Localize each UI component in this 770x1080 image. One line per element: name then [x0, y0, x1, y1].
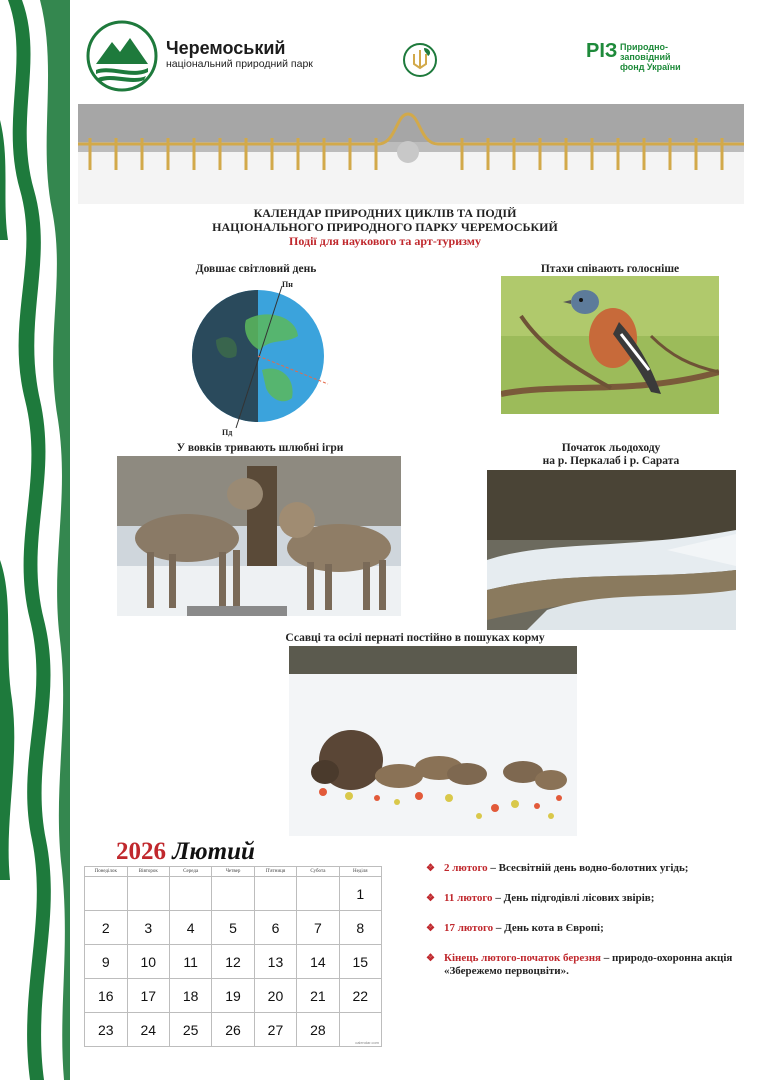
- day-cell: 16: [85, 979, 128, 1013]
- caption-ice-line-1: Початок льодоходу: [561, 442, 661, 454]
- weekday-header: Вівторок: [127, 867, 169, 877]
- day-cell: 3: [127, 911, 169, 945]
- day-cell: 1: [339, 877, 381, 911]
- day-cell: 9: [85, 945, 128, 979]
- globe-north-label: Пн: [282, 280, 293, 289]
- event-item: [424, 952, 754, 978]
- event-date: 17 лютого: [444, 922, 494, 934]
- weekday-header: П'ятниця: [254, 867, 296, 877]
- wolves-photo: [117, 456, 401, 616]
- pzf-logo-text: [620, 42, 681, 72]
- event-text: – Всесвітній день водно-болотних угідь;: [487, 862, 689, 874]
- river-ice-photo: [487, 470, 736, 630]
- day-cell: 10: [127, 945, 169, 979]
- chaffinch-photo: [501, 276, 719, 414]
- title-subtitle: Події для наукового та арт-туризму: [289, 234, 481, 248]
- day-cell: 7: [297, 911, 339, 945]
- decorative-wave-border: [0, 0, 70, 1080]
- day-cell: 22: [339, 979, 381, 1013]
- day-cell: 13: [254, 945, 296, 979]
- weekday-header-row: [85, 867, 382, 877]
- calendar-footer-note: calendar.com: [355, 1040, 379, 1045]
- day-cell: 28: [297, 1013, 339, 1047]
- caption-birds: Птахи співають голосніше: [540, 263, 680, 275]
- day-cell: [254, 877, 296, 911]
- day-cell: [169, 877, 211, 911]
- event-item: [424, 862, 754, 875]
- pzf-logo-mark: РІЗ: [586, 40, 618, 62]
- event-text: – природо-охоронна акція «Збережемо первоцвіти».: [444, 952, 733, 977]
- calendar-week-row: [85, 979, 382, 1013]
- park-logo: [86, 20, 158, 92]
- day-cell: [297, 877, 339, 911]
- day-cell: 26: [212, 1013, 254, 1047]
- park-name: Черемоський: [166, 38, 286, 58]
- day-cell: 19: [212, 979, 254, 1013]
- event-date: 11 лютого: [444, 892, 493, 904]
- pzf-line-2: заповідний: [620, 52, 671, 62]
- diamond-bullet-icon: ❖: [426, 923, 435, 934]
- caption-ice-drift: [486, 442, 736, 468]
- day-cell: 25: [169, 1013, 211, 1047]
- globe-south-label: Пд: [222, 428, 233, 437]
- calendar-year: 2026: [116, 838, 166, 865]
- day-cell: 15: [339, 945, 381, 979]
- day-cell: 17: [127, 979, 169, 1013]
- caption-wolves: У вовків тривають шлюбні ігри: [176, 442, 344, 454]
- day-cell: 2: [85, 911, 128, 945]
- pzf-line-3: фонд України: [620, 62, 681, 72]
- day-cell: 18: [169, 979, 211, 1013]
- day-cell: 14: [297, 945, 339, 979]
- diamond-bullet-icon: ❖: [426, 863, 435, 874]
- day-cell: [339, 1013, 381, 1047]
- day-cell: 27: [254, 1013, 296, 1047]
- month-calendar-grid: [84, 866, 382, 1047]
- day-cell: 5: [212, 911, 254, 945]
- title-line-2: НАЦІОНАЛЬНОГО ПРИРОДНОГО ПАРКУ ЧЕРЕМОСЬКИЙ: [212, 220, 558, 234]
- day-cell: [127, 877, 169, 911]
- day-cell: 20: [254, 979, 296, 1013]
- diamond-bullet-icon: ❖: [426, 893, 435, 904]
- weekday-header: Неділя: [339, 867, 381, 877]
- wild-boars-photo: [289, 646, 577, 836]
- calendar-week-row: [85, 1013, 382, 1047]
- calendar-week-row: [85, 911, 382, 945]
- event-date: 2 лютого: [444, 862, 488, 874]
- diamond-bullet-icon: ❖: [426, 953, 435, 964]
- weekday-header: Понеділок: [85, 867, 128, 877]
- earth-globe-illustration: [186, 280, 336, 440]
- day-cell: 21: [297, 979, 339, 1013]
- day-cell: 12: [212, 945, 254, 979]
- day-cell: 11: [169, 945, 211, 979]
- event-text: – День підгодівлі лісових звірів;: [492, 892, 655, 904]
- day-cell: 6: [254, 911, 296, 945]
- spiral-binding-band: [78, 104, 744, 204]
- day-cell: 24: [127, 1013, 169, 1047]
- caption-mammals: Ссавці та осілі пернаті постійно в пошуках корму: [285, 632, 545, 644]
- calendar-month: Лютий: [172, 838, 255, 865]
- trident-emblem-icon: [402, 42, 438, 78]
- weekday-header: Четвер: [212, 867, 254, 877]
- calendar-week-row: [85, 877, 382, 911]
- day-cell: 8: [339, 911, 381, 945]
- event-date: Кінець лютого-початок березня: [444, 952, 601, 964]
- calendar-week-row: [85, 945, 382, 979]
- day-cell: 23: [85, 1013, 128, 1047]
- events-list: [424, 862, 754, 995]
- page-title: [0, 206, 770, 248]
- day-cell: 4: [169, 911, 211, 945]
- caption-daylight: Довшає світловий день: [195, 263, 317, 275]
- weekday-header: Середа: [169, 867, 211, 877]
- park-subtitle: національний природний парк: [166, 58, 313, 70]
- event-item: [424, 892, 754, 905]
- caption-ice-line-2: на р. Перкалаб і р. Сарата: [542, 455, 680, 467]
- day-cell: [85, 877, 128, 911]
- day-cell: [212, 877, 254, 911]
- weekday-header: Субота: [297, 867, 339, 877]
- month-title: [116, 838, 255, 866]
- pzf-line-1: Природно-: [620, 42, 669, 52]
- event-text: – День кота в Європі;: [493, 922, 604, 934]
- event-item: [424, 922, 754, 935]
- title-line-1: КАЛЕНДАР ПРИРОДНИХ ЦИКЛІВ ТА ПОДІЙ: [253, 206, 517, 220]
